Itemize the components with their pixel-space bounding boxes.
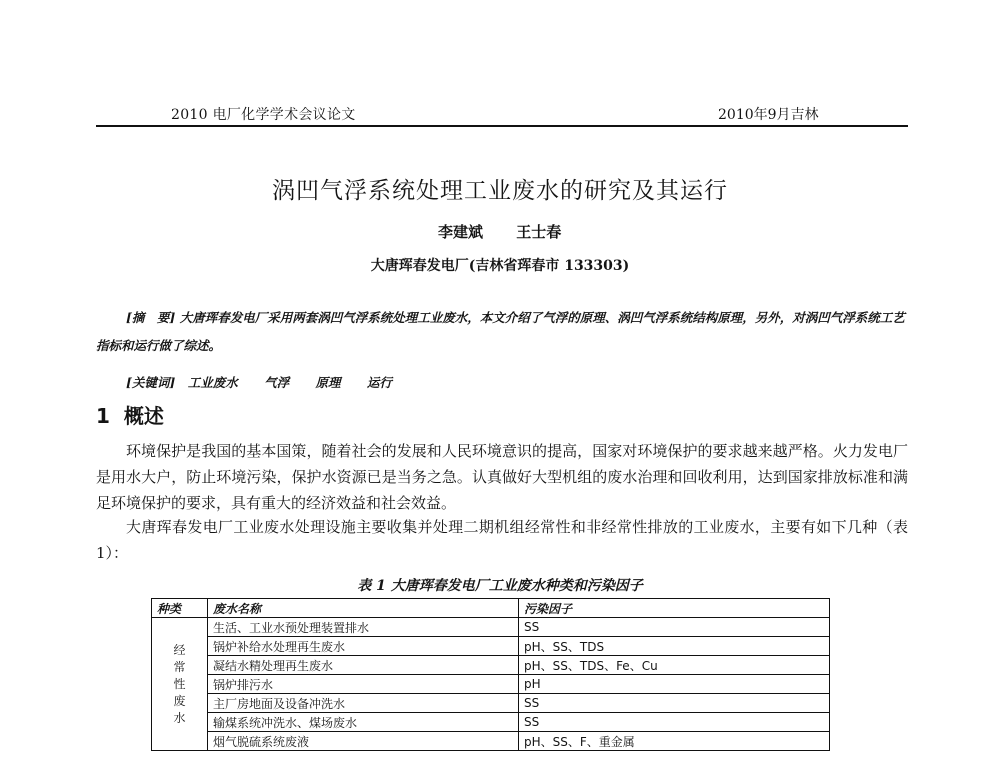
table-header-cell: 废水名称 — [208, 599, 519, 618]
author-name: 李建斌 — [438, 223, 484, 241]
table-cell: pH、SS、TDS、Fe、Cu — [519, 656, 830, 675]
table-cell: SS — [519, 618, 830, 637]
category-label: 经 常 性 废 水 — [173, 642, 186, 725]
abstract — [96, 304, 908, 360]
table-cell: 锅炉补给水处理再生废水 — [208, 637, 519, 656]
table-row — [152, 675, 830, 694]
body-paragraph: 大唐珲春发电厂工业废水处理设施主要收集并处理二期机组经常性和非经常性排放的工业废水，主要有如下几种（表 1）： — [96, 518, 908, 562]
table-cell: pH、SS、TDS — [519, 637, 830, 656]
table-header-cell: 种类 — [152, 599, 208, 618]
authors — [438, 221, 589, 242]
table-row — [152, 732, 830, 751]
author-name: 王士春 — [516, 223, 562, 241]
keyword: 气浮 — [264, 375, 290, 390]
table-caption: 表 1 大唐珲春发电厂工业废水种类和污染因子 — [357, 578, 643, 594]
keyword: 工业废水 — [187, 375, 238, 390]
abstract-text: 大唐珲春发电厂采用两套涡凹气浮系统处理工业废水，本文介绍了气浮的原理、涡凹气浮系统结构原理，另外，对涡凹气浮系统工艺指标和运行做了综述。 — [96, 310, 905, 353]
header-rule — [96, 125, 908, 127]
section-heading — [96, 400, 164, 429]
table-header-row — [152, 599, 830, 618]
table-header-cell: 污染因子 — [519, 599, 830, 618]
paper-title: 涡凹气浮系统处理工业废水的研究及其运行 — [272, 178, 728, 204]
section-number: 1 — [96, 404, 110, 428]
table-row — [152, 713, 830, 732]
table-cell: 输煤系统冲洗水、煤场废水 — [208, 713, 519, 732]
category-cell — [152, 618, 208, 751]
keyword: 运行 — [366, 375, 392, 390]
table-cell: 主厂房地面及设备冲洗水 — [208, 694, 519, 713]
table-cell: pH、SS、F、重金属 — [519, 732, 830, 751]
running-header-left: 2010 电厂化学学术会议论文 — [171, 107, 356, 123]
table-row — [152, 656, 830, 675]
table-cell: 烟气脱硫系统废液 — [208, 732, 519, 751]
table-row — [152, 618, 830, 637]
affiliation: 大唐珲春发电厂(吉林省珲春市 133303) — [370, 258, 630, 274]
table-cell: 凝结水精处理再生废水 — [208, 656, 519, 675]
keywords-label: [关键词] — [126, 375, 176, 390]
table-cell: 锅炉排污水 — [208, 675, 519, 694]
table-cell: SS — [519, 713, 830, 732]
abstract-label: [摘 要] — [126, 310, 176, 325]
body-paragraph: 环境保护是我国的基本国策，随着社会的发展和人民环境意识的提高，国家对环境保护的要求越来越严格。火力发电厂是用水大户，防止环境污染，保护水资源已是当务之急。认真做好大型机组的废水治理和回收利用，达到国家排放标准和满足环境保护的要求，具有重大的经济效益和社会效益。 — [96, 442, 908, 512]
keyword: 原理 — [315, 375, 341, 390]
table-row — [152, 694, 830, 713]
section-title: 概述 — [123, 404, 164, 428]
running-header-right: 2010年9月吉林 — [718, 107, 819, 123]
table-cell: 生活、工业水预处理装置排水 — [208, 618, 519, 637]
wastewater-table — [151, 598, 830, 751]
keywords — [126, 373, 414, 391]
table-cell: SS — [519, 694, 830, 713]
table-cell: pH — [519, 675, 830, 694]
table-row — [152, 637, 830, 656]
